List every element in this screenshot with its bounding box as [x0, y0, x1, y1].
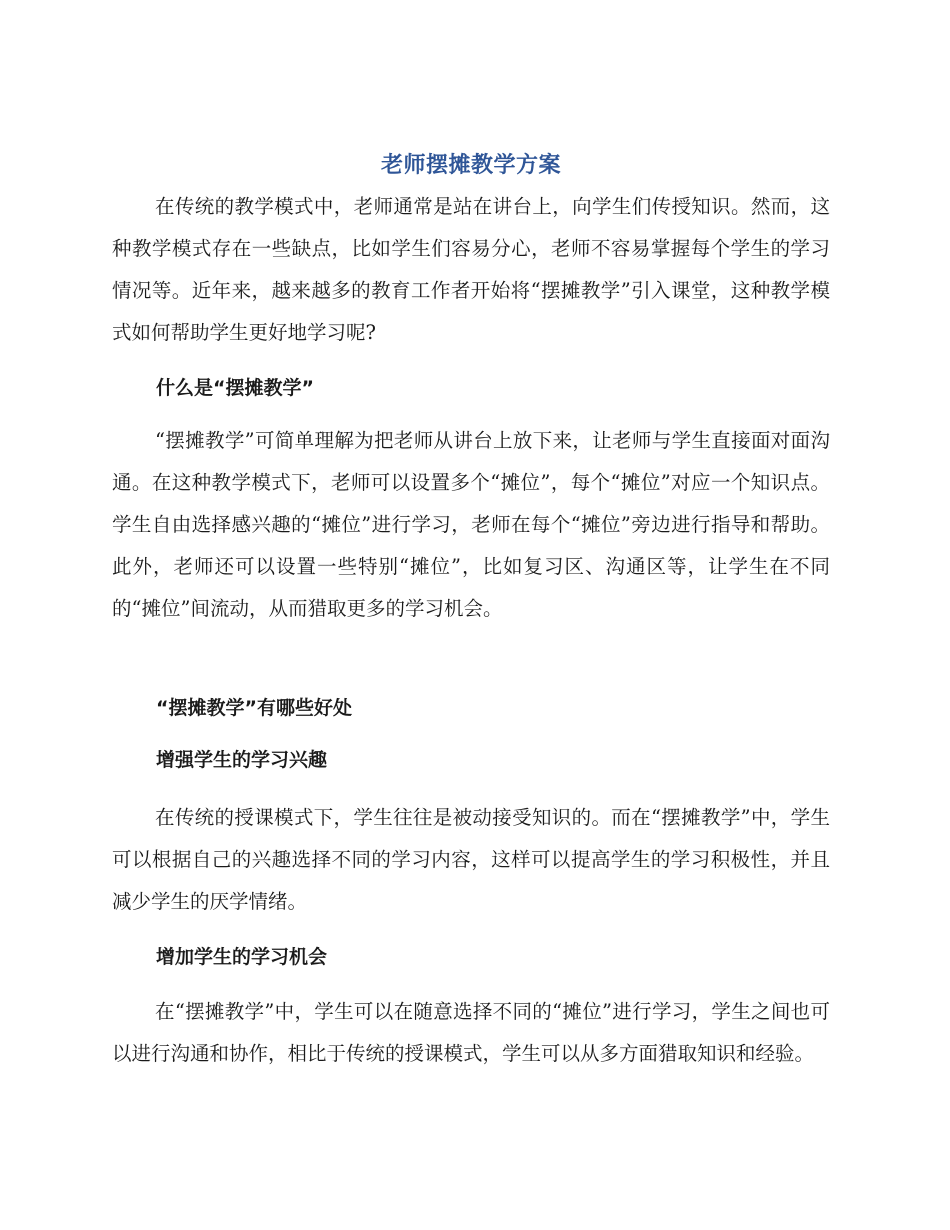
- subheading-interest: 增强学生的学习兴趣: [156, 749, 328, 771]
- paragraph-interest: 在传统的授课模式下，学生往往是被动接受知识的。而在“摆摊教学”中，学生可以根据自己的兴趣选择不同的学习内容，这样可以提高学生的学习积极性，并且减少学生的厌学情绪。: [112, 806, 830, 913]
- intro-paragraph: 在传统的教学模式中，老师通常是站在讲台上，向学生们传授知识。然而，这种教学模式存在一些缺点，比如学生们容易分心，老师不容易掌握每个学生的学习情况等。近年来，越来越多的教育工作者开始将“摆摊教学”引入课堂，这种教学模式如何帮助学生更好地学习呢?: [112, 195, 830, 344]
- section-heading-benefits: “摆摊教学”有哪些好处: [156, 697, 352, 719]
- document-title: 老师摆摊教学方案: [380, 153, 561, 178]
- paragraph-opportunity: 在“摆摊教学”中，学生可以在随意选择不同的“摊位”进行学习，学生之间也可以进行沟通和协作，相比于传统的授课模式，学生可以从多方面猎取知识和经验。: [112, 1000, 830, 1065]
- section-paragraph-what-is: “摆摊教学”可简单理解为把老师从讲台上放下来，让老师与学生直接面对面沟通。在这种教学模式下，老师可以设置多个“摊位”，每个“摊位”对应一个知识点。学生自由选择感兴趣的“摊位”进行学习，老师在每个“摊位”旁边进行指导和帮助。此外，老师还可以设置一些特别“摊位”，比如复习区、沟通区等，让学生在不同的“摊位”间流动，从而猎取更多的学习机会。: [112, 429, 830, 620]
- subheading-opportunity: 增加学生的学习机会: [156, 946, 328, 968]
- section-heading-what-is: 什么是“摆摊教学”: [156, 377, 314, 399]
